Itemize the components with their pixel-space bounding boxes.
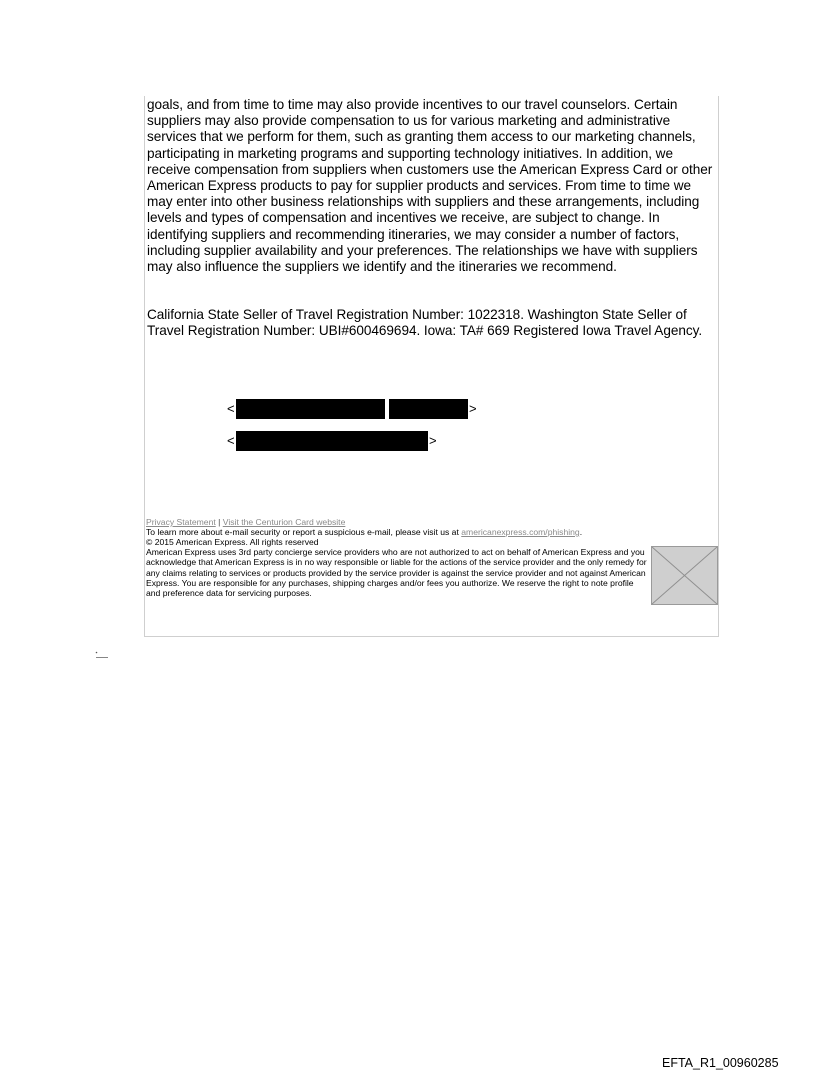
broken-image-placeholder (651, 546, 718, 605)
document-id: EFTA_R1_00960285 (662, 1056, 779, 1070)
email-security-line (146, 527, 719, 537)
email-content-frame (144, 96, 719, 637)
concierge-disclaimer: American Express uses 3rd party concierge service providers who are not authorized to act on behalf of American Express and you acknowledge that American Express is in no way responsible or liable for the actions of the service provider and the only remedy for any claims relating to services or products provided by the service provider is against the service provider and not against American Express. You are responsible for any purchases, shipping charges and/or fees you authorize. We reserve the right to note profile and preference data for servicing purposes. (146, 547, 647, 599)
privacy-statement-link[interactable]: Privacy Statement (146, 517, 216, 527)
link-separator: | (218, 517, 221, 527)
stray-underline-mark (95, 651, 109, 659)
email-footer (146, 517, 719, 598)
open-bracket: < (227, 433, 235, 448)
redaction-block (236, 431, 428, 451)
centurion-card-link[interactable]: Visit the Centurion Card website (222, 517, 346, 527)
close-bracket: > (429, 433, 437, 448)
copyright-line: © 2015 American Express. All rights reserved (146, 537, 319, 547)
security-text: To learn more about e-mail security or report a suspicious e-mail, please visit us at (146, 527, 459, 537)
redaction-block (389, 399, 468, 419)
close-bracket: > (469, 401, 477, 416)
supplier-compensation-paragraph: goals, and from time to time may also provide incentives to our travel counselors. Certain suppliers may also provide compensation to us for various marketing and administrative services that we perform for them, such as granting them access to our marketing channels, participating in marketing programs and supporting technology initiatives. In addition, we receive compensation from suppliers when customers use the American Express Card or other American Express products to pay for supplier products and services. From time to time we may enter into other business relationships with suppliers and these arrangements, including levels and types of compensation and incentives we receive, are subject to change. In identifying suppliers and recommending itineraries, we may consider a number of factors, including supplier availability and your preferences. The relationships we have with suppliers may also influence the suppliers we identify and the itineraries we recommend. (147, 97, 713, 275)
footer-links (146, 517, 719, 527)
seller-of-travel-paragraph: California State Seller of Travel Registration Number: 1022318. Washington State Seller of Travel Registration Number: UBI#600469694. Iowa: TA# 669 Registered Iowa Travel Agency. (147, 307, 703, 339)
security-line-end: . (579, 527, 583, 537)
redaction-block (236, 399, 385, 419)
open-bracket: < (227, 401, 235, 416)
image-placeholder-icon (652, 547, 717, 604)
phishing-link[interactable]: americanexpress.com/phishing (461, 527, 580, 537)
